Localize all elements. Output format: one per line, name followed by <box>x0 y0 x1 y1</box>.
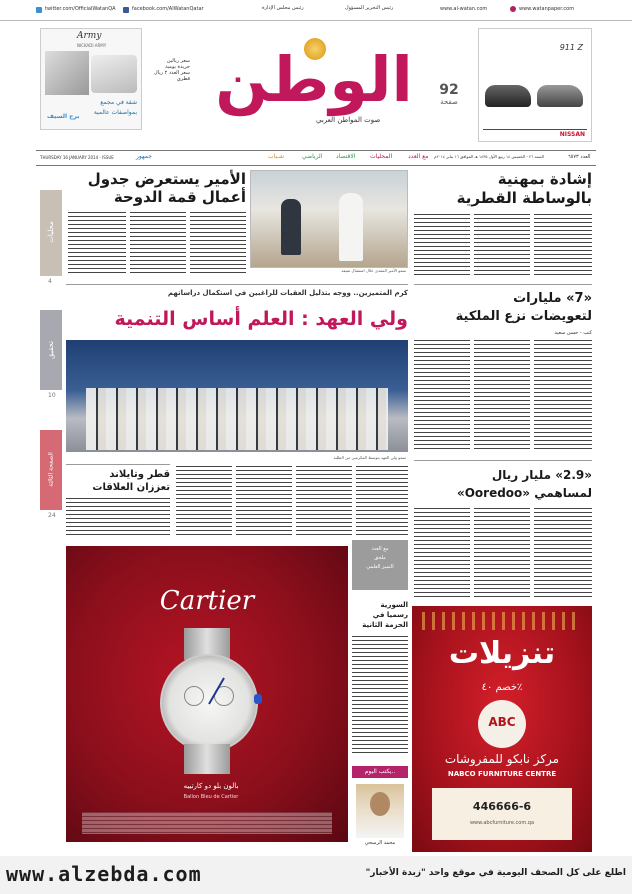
car-image-1 <box>485 85 531 107</box>
airports-headline <box>414 290 592 326</box>
crown-photo-caption: سمو ولي العهد يتوسط المكرمين من الطلبة <box>333 455 406 460</box>
nabco-website[interactable]: www.abcfurniture.com.qa <box>469 820 535 826</box>
airports-body-col-2 <box>474 340 530 450</box>
supplement-line-1: مع العدد <box>371 546 389 552</box>
strip-text: كرم المتميزين.. ووجه بتذليل العقبات للراغبين في استكمال دراساتهم <box>167 289 408 297</box>
logo-wordmark: الوطن <box>215 43 413 116</box>
section-tab-6[interactable]: جمهور <box>136 153 152 160</box>
car-model: 911 Z <box>559 43 583 52</box>
ooredoo-headline-1: «2.9» مليار ريال <box>491 468 592 482</box>
watch-subdial-1 <box>184 686 204 706</box>
cartier-fineprint <box>82 812 332 834</box>
airports-rule <box>414 284 592 285</box>
newspaper-logo <box>196 32 432 132</box>
info-line-1: سعر ريالين <box>166 58 190 64</box>
nabco-logo-text: ABC <box>488 715 516 729</box>
crown-photo-people <box>86 388 388 450</box>
nabco-ornament-top <box>422 612 582 630</box>
nabco-ad <box>412 606 592 852</box>
emir-body-col-1 <box>68 212 126 274</box>
facebook-link[interactable]: facebook.com/AlWatanQatar <box>132 6 204 12</box>
sidebar-tab-mid-label: تحقيق <box>47 341 55 359</box>
ad-hand-image <box>91 55 137 93</box>
date-arabic: السنة ٢٦ - الخميس ١٤ ربيع الأول ١٤٣٥ هـ الموافق ١٦ يناير ٢٠١٤م <box>434 154 544 159</box>
crown-headline: ولي العهد : العلم أساس التنمية <box>114 308 408 330</box>
watch-crown-gem <box>254 694 262 704</box>
qt-headline <box>66 468 170 494</box>
column-label-box <box>352 766 408 778</box>
twitter-link[interactable]: twitter.com/OfficialWatanQA <box>45 6 116 12</box>
section-tab-4[interactable]: الرياضي <box>302 153 323 160</box>
editor-label: رئيس مجلس الإدارة <box>262 5 304 11</box>
column-label: يكتب اليوم.. <box>364 768 396 775</box>
ooredoo-rule <box>414 460 592 461</box>
emir-photo-figure-2 <box>281 199 301 255</box>
ad-logo: برج السيف <box>47 113 80 120</box>
emir-photo-figure-1 <box>339 193 363 261</box>
date-latin: THURSDAY 16 JANUARY 2014 - ISSUE <box>40 155 114 160</box>
airports-headline-1: «7» مليارات <box>513 291 592 306</box>
sale-title: تنزيلات <box>448 636 556 671</box>
sidebar-page-bottom: 24 <box>48 512 56 519</box>
issue-number: العدد ٦٥٧٣ <box>568 154 591 160</box>
sidebar-tab-top[interactable] <box>40 190 62 276</box>
emir-photo <box>250 170 408 268</box>
praise-body-col-3 <box>534 214 592 278</box>
columnist-face <box>370 792 390 816</box>
nabco-info-box <box>432 788 572 840</box>
airports-body-col-1 <box>414 340 470 450</box>
watch-strap-bottom <box>184 744 230 774</box>
nabco-phone[interactable]: 446666-6 <box>472 800 532 813</box>
website-link[interactable]: www.al-watan.com <box>440 6 488 12</box>
price-text: سعر العدد ٢ ريال قطري <box>154 70 190 82</box>
crown-photo <box>66 340 408 452</box>
sale-discount: خصم ٤٠٪ <box>481 682 523 693</box>
crown-body-col-3 <box>296 466 352 536</box>
instagram-link[interactable]: www.watanpaper.com <box>519 6 575 12</box>
car-ad <box>478 28 592 142</box>
footer-promo: اطلع على كل الصحف اليومية في موقع واحد "زبدة الأخبار" <box>365 868 626 878</box>
nabco-arabic-name: مركز نابكو للمفروشات <box>444 752 560 766</box>
top-bar <box>0 0 632 21</box>
emir-body-col-3 <box>190 212 246 274</box>
pages-number: 92 <box>439 82 459 98</box>
ooredoo-headline <box>414 466 592 502</box>
ad-brand-sub: NICKADI ARMY <box>77 43 107 48</box>
emir-headline <box>68 170 246 206</box>
section-tab-2[interactable]: المحليات <box>370 153 393 160</box>
globe-icon <box>510 6 516 12</box>
masthead-info <box>150 58 190 82</box>
watch-face <box>160 654 258 752</box>
sidebar-tab-mid[interactable] <box>40 310 62 390</box>
section-tab-3[interactable]: الاقتصاد <box>336 153 356 160</box>
sidebar-tab-bottom-label: الصفحة الثالثة <box>47 452 55 487</box>
ooredoo-body-col-3 <box>534 508 592 598</box>
syria-headline-1: السورية <box>380 601 408 609</box>
crown-body-col-4 <box>356 466 408 536</box>
syria-body <box>352 636 408 756</box>
emir-headline-2: أعمال قمة الدوحة <box>113 188 246 206</box>
emir-photo-caption: سمو الأمير المفدى خلال استقبال ضيفه <box>341 268 406 273</box>
pages-count <box>434 82 464 106</box>
emir-headline-1: الأمير يستعرض جدول <box>87 170 246 188</box>
praise-headline-1: إشادة بمهنية <box>497 170 592 188</box>
chairman-label: رئيس التحرير المسؤول <box>345 5 394 11</box>
ad-text-2: بمواصفات عالمية <box>93 109 137 116</box>
real-estate-ad <box>40 28 142 130</box>
footer-site[interactable]: www.alzebda.com <box>6 862 202 886</box>
section-tab-1[interactable]: مع العدد <box>408 153 429 160</box>
syria-headline-2: رسميا في <box>372 611 408 619</box>
nabco-logo-circle <box>478 700 526 748</box>
cartier-tagline-latin: Ballon Bleu de Cartier <box>183 794 239 800</box>
car-image-2 <box>537 85 583 107</box>
qt-headline-1: قطر وتايلاند <box>109 469 170 480</box>
supplement-box[interactable] <box>352 540 408 590</box>
ooredoo-body-col-2 <box>474 508 530 598</box>
facebook-icon <box>123 7 129 13</box>
sidebar-tab-top-label: محليات <box>47 221 55 243</box>
praise-body-col-2 <box>474 214 530 278</box>
ad-text-1: شقة في مجمع <box>100 99 137 106</box>
qt-rule <box>66 464 170 465</box>
sidebar-tab-bottom[interactable] <box>40 430 62 510</box>
sidebar-page-mid: 10 <box>48 392 56 399</box>
car-brand: NISSAN <box>559 131 585 138</box>
section-tab-5[interactable]: شـباب <box>268 153 285 160</box>
qt-headline-2: تعززان العلاقات <box>92 482 170 493</box>
airports-body-col-3 <box>534 340 592 450</box>
nabco-english-name: NABCO FURNITURE CENTRE <box>447 770 557 778</box>
cartier-brand: Cartier <box>159 586 255 616</box>
emir-body-col-2 <box>130 212 186 274</box>
sidebar-page-top: 4 <box>48 278 52 285</box>
cartier-tagline-arabic: بالون بلو دو كارتييه <box>183 782 239 790</box>
praise-body-col-1 <box>414 214 470 278</box>
supplement-line-2: ملحق <box>374 555 386 561</box>
footer-bar <box>0 856 632 894</box>
airports-headline-2: لتعويضات نزع الملكية <box>455 309 592 324</box>
strip-rule-top <box>66 284 408 285</box>
crown-body-col-2 <box>236 466 292 536</box>
columnist-name: محمد الرميحي <box>364 840 396 846</box>
columnist-photo <box>356 784 404 838</box>
airports-byline: كتب - حسن سعيد <box>554 330 592 336</box>
cartier-ad <box>66 546 348 842</box>
syria-headline-3: الحزمة الثانية <box>362 621 408 629</box>
masthead <box>0 20 632 150</box>
dateline-bar <box>36 150 596 166</box>
syria-headline <box>352 600 408 630</box>
info-line-2: جريدة يومية <box>165 64 190 70</box>
twitter-icon <box>36 7 42 13</box>
logo-tagline: صوت المواطن العربي <box>316 116 381 124</box>
ooredoo-headline-2: لمساهمي «Ooredoo» <box>456 486 592 500</box>
praise-headline-2: بالوساطة القطرية <box>456 189 592 207</box>
supplement-line-3: التميز العلمي <box>366 564 394 570</box>
qt-body <box>66 498 170 536</box>
pages-label: صفحة <box>440 98 458 106</box>
ooredoo-body-col-1 <box>414 508 470 598</box>
praise-headline <box>414 170 592 208</box>
ad-red-rule <box>483 129 587 130</box>
ad-building-image <box>45 51 89 95</box>
ad-brand-script: Army <box>77 31 102 41</box>
crown-body-col-1 <box>176 466 232 536</box>
